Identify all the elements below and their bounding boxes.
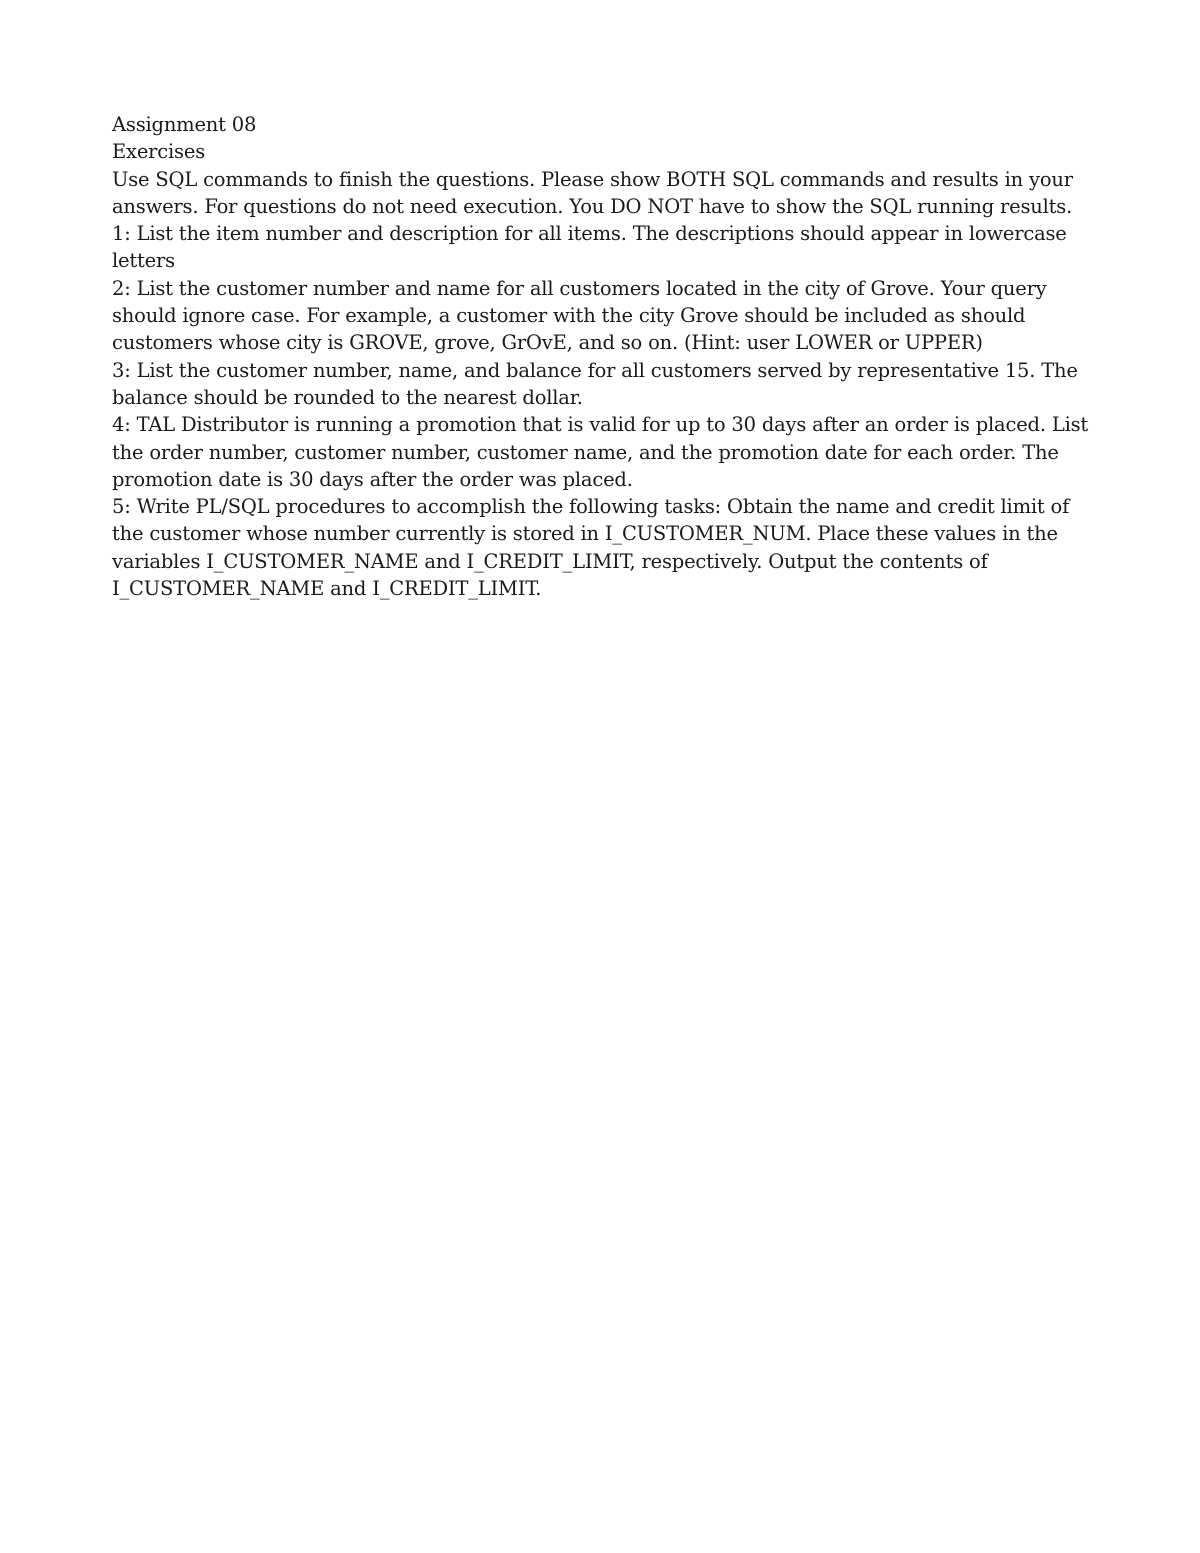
question-3: 3: List the customer number, name, and balance for all customers served by representative 15. The balance should be rounded to the nearest dollar. <box>112 358 1078 409</box>
question-2: 2: List the customer number and name for all customers located in the city of Grove. Your query should ignore case. For example, a customer with the city Grove should be included as should customers whose city is GROVE, grove, GrOvE, and so on. (Hint: user LOWER or UPPER) <box>112 276 1047 355</box>
document-title: Assignment 08 <box>112 113 257 136</box>
instructions-paragraph: Use SQL commands to finish the questions. Please show BOTH SQL commands and results in your answers. For questions do not need execution. You DO NOT have to show the SQL running results. <box>112 167 1073 218</box>
section-heading: Exercises <box>112 140 206 164</box>
question-4: 4: TAL Distributor is running a promotion that is valid for up to 30 days after an order is placed. List the order number, customer number, customer name, and the promotion date for each order. The promotion date is 30 days after the order was placed. <box>112 413 1089 491</box>
document-body <box>112 111 1097 602</box>
question-5: 5: Write PL/SQL procedures to accomplish the following tasks: Obtain the name and credit limit of the customer whose number currently is stored in I_CUSTOMER_NUM. Place these values in the variables I_CUSTOMER_NAME and I_CREDIT_LIMIT, respectively. Output the contents of I_CUSTOMER_NAME and I_CREDIT_LIMIT. <box>112 495 1070 601</box>
question-1: 1: List the item number and description for all items. The descriptions should appear in lowercase letters <box>112 222 1067 273</box>
